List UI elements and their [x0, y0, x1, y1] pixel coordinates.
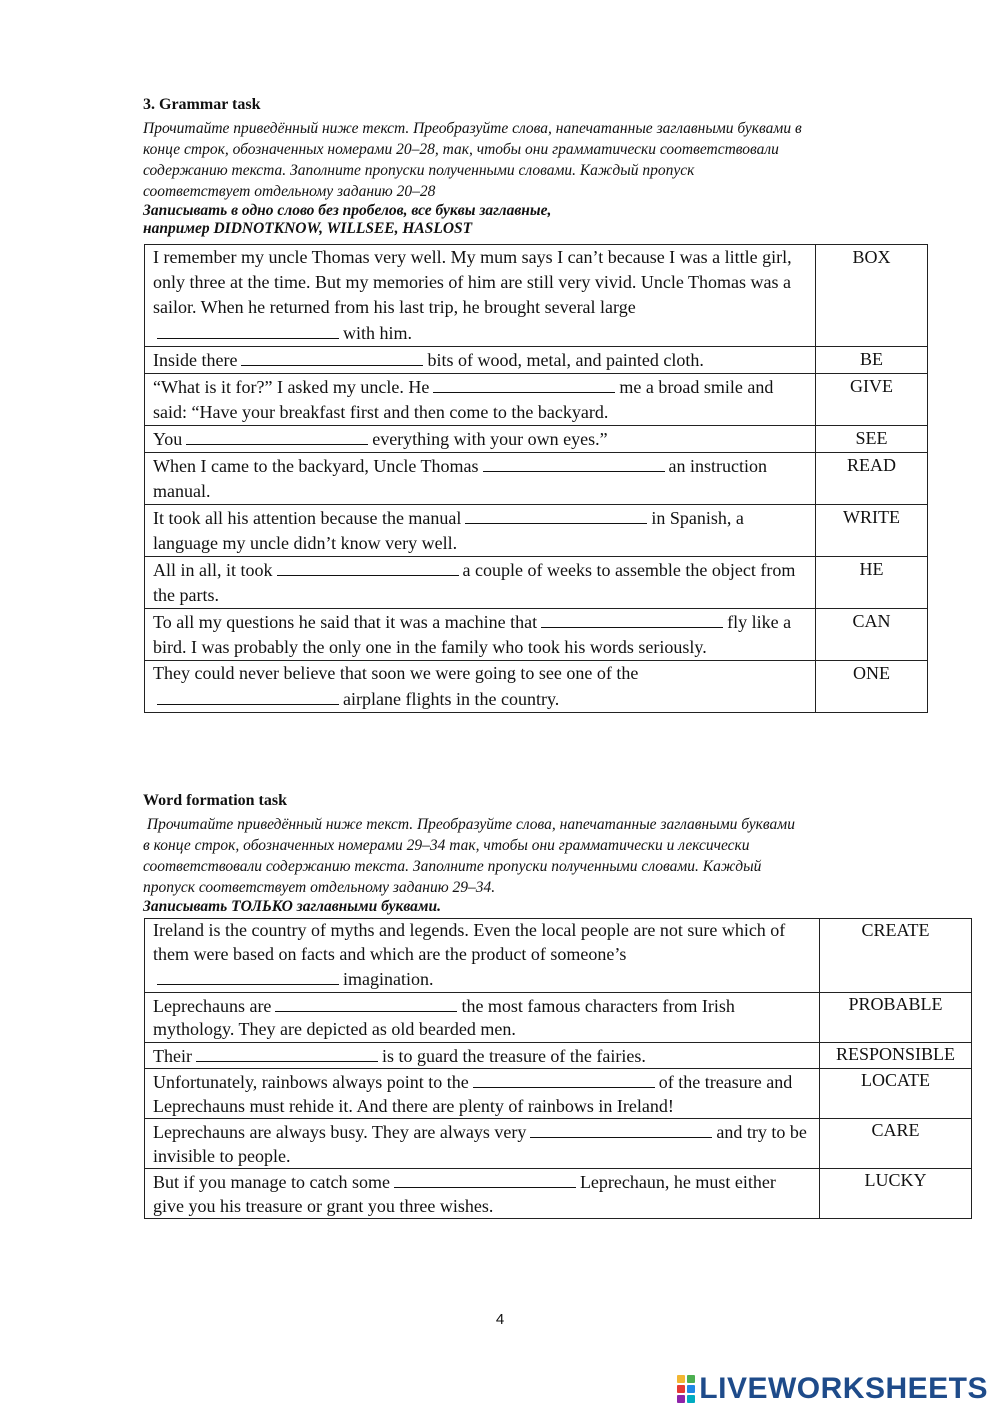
- key-word: GIVE: [816, 374, 928, 426]
- task-row: [145, 245, 928, 347]
- sentence-before-gap: They could never believe that soon we were going to see one of the: [153, 663, 639, 683]
- task-row: [145, 1069, 972, 1119]
- instruction-line: в конце строк, обозначенных номерами 29–34 так, чтобы они грамматически и лексически: [143, 837, 750, 854]
- sentence-after-gap: airplane flights in the country.: [343, 689, 560, 709]
- sentence-before-gap: To all my questions he said that it was a machine that: [153, 612, 538, 632]
- task-sentence: [145, 557, 816, 609]
- sentence-after-gap: everything with your own eyes.”: [372, 429, 608, 449]
- answer-blank[interactable]: [541, 609, 723, 628]
- answer-blank[interactable]: [530, 1119, 712, 1138]
- task-row: [145, 919, 972, 993]
- key-word: LOCATE: [820, 1069, 972, 1119]
- task-row: [145, 609, 928, 661]
- answer-blank[interactable]: [394, 1169, 576, 1188]
- sentence-after-gap: Leprechaun, he must either give you his treasure or grant you three wishes.: [153, 1172, 776, 1216]
- sentence-after-gap: imagination.: [343, 969, 434, 989]
- key-word: LUCKY: [820, 1169, 972, 1219]
- instruction-line: пропуск соответствует отдельному заданию 29–34.: [143, 879, 496, 896]
- task-row: [145, 992, 972, 1042]
- task-sentence: [145, 426, 816, 453]
- task-row: [145, 1042, 972, 1069]
- word-formation-instructions: [143, 814, 943, 916]
- sentence-after-gap: in Spanish, a language my uncle didn’t know very well.: [153, 508, 744, 553]
- answer-blank[interactable]: [275, 993, 457, 1012]
- format-note: Записывать в одно слово без пробелов, все буквы заглавные,: [143, 202, 552, 219]
- sentence-before-gap: Unfortunately, rainbows always point to the: [153, 1072, 469, 1092]
- key-word: CARE: [820, 1119, 972, 1169]
- sentence-after-gap: me a broad smile and said: “Have your breakfast first and then come to the backyard.: [153, 377, 774, 422]
- task-row: [145, 347, 928, 374]
- sentence-after-gap: a couple of weeks to assemble the object from the parts.: [153, 560, 796, 605]
- instruction-line: Прочитайте приведённый ниже текст. Преобразуйте слова, напечатанные заглавными буквами в: [143, 120, 802, 137]
- task-sentence: [145, 453, 816, 505]
- sentence-before-gap: But if you manage to catch some: [153, 1172, 390, 1192]
- instruction-line: содержанию текста. Заполните пропуски полученными словами. Каждый пропуск: [143, 162, 695, 179]
- task-sentence: [145, 347, 816, 374]
- key-word: READ: [816, 453, 928, 505]
- word-formation-table: [144, 918, 972, 1219]
- sentence-before-gap: “What is it for?” I asked my uncle. He: [153, 377, 430, 397]
- instruction-line: соответствует отдельному заданию 20–28: [143, 183, 436, 200]
- key-word: WRITE: [816, 505, 928, 557]
- sentence-after-gap: bits of wood, metal, and painted cloth.: [427, 350, 704, 370]
- sentence-before-gap: Ireland is the country of myths and legends. Even the local people are not sure which of them were based on facts and which are the product of someone’s: [153, 920, 786, 964]
- task-row: [145, 453, 928, 505]
- sentence-before-gap: Leprechauns are always busy. They are always very: [153, 1122, 527, 1142]
- key-word: PROBABLE: [820, 992, 972, 1042]
- sentence-before-gap: You: [153, 429, 183, 449]
- task-sentence: [145, 919, 820, 993]
- sentence-before-gap: Inside there: [153, 350, 238, 370]
- sentence-after-gap: of the treasure and Leprechauns must rehide it. And there are plenty of rainbows in Ireland!: [153, 1072, 793, 1116]
- instruction-line: соответствовали содержанию текста. Заполните пропуски полученными словами. Каждый: [143, 858, 762, 875]
- grammar-task-instructions: [143, 118, 943, 238]
- key-word: CREATE: [820, 919, 972, 993]
- sentence-after-gap: an instruction manual.: [153, 456, 768, 501]
- key-word: ONE: [816, 661, 928, 713]
- answer-blank[interactable]: [473, 1069, 655, 1088]
- task-sentence: [145, 992, 820, 1042]
- answer-blank[interactable]: [196, 1043, 378, 1062]
- task-sentence: [145, 1119, 820, 1169]
- page-number: 4: [495, 1311, 505, 1328]
- answer-blank[interactable]: [157, 966, 339, 985]
- key-word: HE: [816, 557, 928, 609]
- task-sentence: [145, 1042, 820, 1069]
- sentence-before-gap: Their: [153, 1045, 192, 1066]
- instruction-line: конце строк, обозначенных номерами 20–28, так, чтобы они грамматически соответствовали: [143, 141, 779, 158]
- sentence-after-gap: with him.: [343, 323, 413, 343]
- sentence-before-gap: All in all, it took: [153, 560, 273, 580]
- task-sentence: [145, 245, 816, 347]
- task-sentence: [145, 374, 816, 426]
- task-sentence: [145, 1169, 820, 1219]
- sentence-before-gap: I remember my uncle Thomas very well. My mum says I can’t because I was a little girl, only three at the time. But my memories of him are still very vivid. Uncle Thomas was a sailor. When he returned from his last trip, he brought several large: [153, 247, 792, 317]
- key-word: BOX: [816, 245, 928, 347]
- format-example: например DIDNOTKNOW, WILLSEE, HASLOST: [143, 220, 473, 237]
- key-word: RESPONSIBLE: [820, 1042, 972, 1069]
- task-row: [145, 505, 928, 557]
- sentence-before-gap: Leprechauns are: [153, 995, 272, 1016]
- sentence-before-gap: It took all his attention because the manual: [153, 508, 462, 528]
- task-sentence: [145, 609, 816, 661]
- key-word: SEE: [816, 426, 928, 453]
- answer-blank[interactable]: [433, 374, 615, 393]
- answer-blank[interactable]: [277, 557, 459, 576]
- answer-blank[interactable]: [241, 347, 423, 366]
- task-row: [145, 661, 928, 713]
- key-word: BE: [816, 347, 928, 374]
- grammar-task-title: 3. Grammar task: [143, 96, 261, 113]
- answer-blank[interactable]: [157, 320, 339, 339]
- sentence-before-gap: When I came to the backyard, Uncle Thomas: [153, 456, 479, 476]
- brand-logo: [677, 1372, 988, 1406]
- answer-blank[interactable]: [483, 453, 665, 472]
- sentence-after-gap: fly like a bird. I was probably the only one in the family who took his words seriously.: [153, 612, 792, 657]
- task-sentence: [145, 661, 816, 713]
- task-row: [145, 374, 928, 426]
- sentence-after-gap: and try to be invisible to people.: [153, 1122, 807, 1166]
- brand-name: LIVEWORKSHEETS: [699, 1372, 988, 1405]
- instruction-line: Прочитайте приведённый ниже текст. Преобразуйте слова, напечатанные заглавными буквами: [143, 816, 795, 833]
- answer-blank[interactable]: [465, 505, 647, 524]
- task-sentence: [145, 1069, 820, 1119]
- sentence-after-gap: the most famous characters from Irish mythology. They are depicted as old bearded men.: [153, 995, 735, 1039]
- word-formation-title: Word formation task: [143, 792, 287, 809]
- task-row: [145, 1169, 972, 1219]
- sentence-after-gap: is to guard the treasure of the fairies.: [381, 1045, 646, 1066]
- key-word: CAN: [816, 609, 928, 661]
- format-note: Записывать ТОЛЬКО заглавными буквами.: [143, 898, 442, 915]
- task-row: [145, 1119, 972, 1169]
- answer-blank[interactable]: [186, 426, 368, 445]
- answer-blank[interactable]: [157, 686, 339, 705]
- grammar-task-table: [144, 244, 928, 713]
- brand-grid-icon: [677, 1375, 695, 1403]
- task-row: [145, 426, 928, 453]
- task-row: [145, 557, 928, 609]
- task-sentence: [145, 505, 816, 557]
